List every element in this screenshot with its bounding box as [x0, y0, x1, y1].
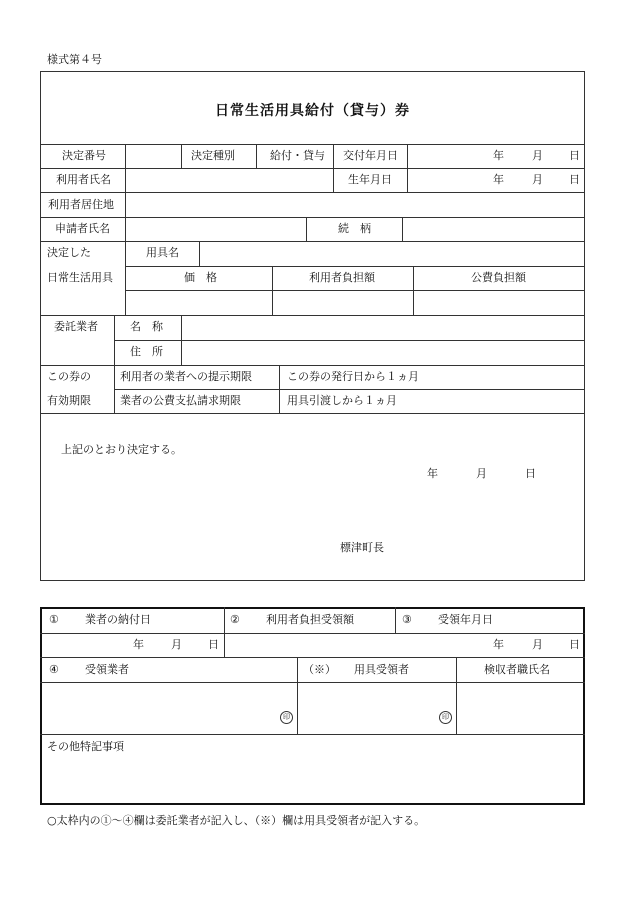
c2-number: ② — [230, 613, 240, 626]
vline — [125, 241, 126, 315]
issue-day: 日 — [569, 149, 580, 162]
equipment-label-line2: 日常生活用具 — [47, 271, 113, 284]
vline — [306, 217, 307, 241]
hline — [40, 241, 585, 242]
contractor-entry-box — [40, 607, 585, 805]
decision-number-label: 決定番号 — [62, 149, 106, 162]
asterisk-number: （※） — [303, 663, 336, 676]
receipt-day: 日 — [569, 638, 580, 651]
hline — [40, 217, 585, 218]
inspector-label: 検収者職氏名 — [484, 663, 550, 676]
relationship-label: 続 柄 — [338, 222, 371, 235]
equipment-label-line1: 決定した — [47, 246, 91, 259]
claim-limit-value: 用具引渡しから１ヵ月 — [287, 394, 397, 407]
signer-name: 標津町長 — [340, 541, 384, 554]
hline — [40, 734, 585, 735]
seal-mark: 印 — [439, 711, 452, 724]
vline — [114, 365, 115, 413]
hline — [114, 389, 585, 390]
issue-month: 月 — [532, 149, 543, 162]
vline — [407, 144, 408, 192]
vline — [456, 657, 457, 734]
present-limit-label: 利用者の業者への提示期限 — [120, 370, 252, 383]
applicant-name-label: 申請者氏名 — [55, 222, 110, 235]
hline — [40, 365, 585, 366]
vline — [297, 657, 298, 734]
c4-label: 受領業者 — [85, 663, 129, 676]
contractor-name-label: 名 称 — [130, 320, 163, 333]
user-burden-label: 利用者負担額 — [309, 271, 375, 284]
vline — [256, 144, 257, 168]
hline — [40, 168, 585, 169]
decision-form-box — [40, 71, 585, 581]
receipt-year: 年 — [493, 638, 504, 651]
other-notes-label: その他特記事項 — [47, 740, 124, 753]
c1-number: ① — [49, 613, 59, 626]
public-burden-label: 公費負担額 — [471, 271, 526, 284]
c3-label: 受領年月日 — [438, 613, 493, 626]
decision-text: 上記のとおり決定する。 — [61, 443, 182, 456]
vline — [333, 144, 334, 192]
kyufu-taiyo-label: 給付・貸与 — [270, 149, 325, 162]
decision-year: 年 — [427, 467, 438, 480]
vline — [413, 266, 414, 315]
seal-mark: 印 — [280, 711, 293, 724]
payment-month: 月 — [171, 638, 182, 651]
hline — [40, 633, 585, 634]
vline — [395, 607, 396, 633]
form-number: 様式第４号 — [47, 53, 102, 66]
hline — [40, 682, 585, 683]
contractor-label: 委託業者 — [54, 320, 98, 333]
c1-label: 業者の納付日 — [85, 613, 151, 626]
vline — [279, 365, 280, 413]
present-limit-value: この券の発行日から１ヵ月 — [287, 370, 419, 383]
claim-limit-label: 業者の公費支払請求期限 — [120, 394, 241, 407]
hline — [40, 144, 585, 145]
vline — [114, 315, 115, 365]
contractor-address-label: 住 所 — [130, 345, 163, 358]
payment-day: 日 — [208, 638, 219, 651]
footnote: ○太枠内の①～④欄は委託業者が記入し、（※）欄は用具受領者が記入する。 — [47, 814, 426, 827]
asterisk-label: 用具受領者 — [354, 663, 409, 676]
vline — [402, 217, 403, 241]
birth-day: 日 — [569, 173, 580, 186]
hline — [40, 315, 585, 316]
birth-date-label: 生年月日 — [348, 173, 392, 186]
c4-number: ④ — [49, 663, 59, 676]
vline — [125, 144, 126, 241]
hline — [40, 413, 585, 414]
validity-label-line1: この券の — [47, 370, 91, 383]
decision-type-label: 決定種別 — [191, 149, 235, 162]
vline — [224, 607, 225, 657]
issue-date-label: 交付年月日 — [343, 149, 398, 162]
vline — [181, 144, 182, 168]
hline — [125, 290, 585, 291]
vline — [181, 315, 182, 365]
hline — [125, 266, 585, 267]
vline — [199, 241, 200, 266]
birth-month: 月 — [532, 173, 543, 186]
validity-label-line2: 有効期限 — [47, 394, 91, 407]
price-label: 価 格 — [184, 271, 217, 284]
receipt-month: 月 — [532, 638, 543, 651]
form-title: 日常生活用具給付（貸与）券 — [215, 103, 410, 119]
hline — [40, 657, 585, 658]
c3-number: ③ — [402, 613, 412, 626]
birth-year: 年 — [493, 173, 504, 186]
item-name-label: 用具名 — [146, 246, 179, 259]
user-name-label: 利用者氏名 — [56, 173, 111, 186]
payment-year: 年 — [133, 638, 144, 651]
issue-year: 年 — [493, 149, 504, 162]
c2-label: 利用者負担受領額 — [266, 613, 354, 626]
hline — [40, 192, 585, 193]
decision-month: 月 — [476, 467, 487, 480]
vline — [272, 266, 273, 315]
hline — [114, 340, 585, 341]
decision-day: 日 — [525, 467, 536, 480]
user-address-label: 利用者居住地 — [48, 198, 114, 211]
